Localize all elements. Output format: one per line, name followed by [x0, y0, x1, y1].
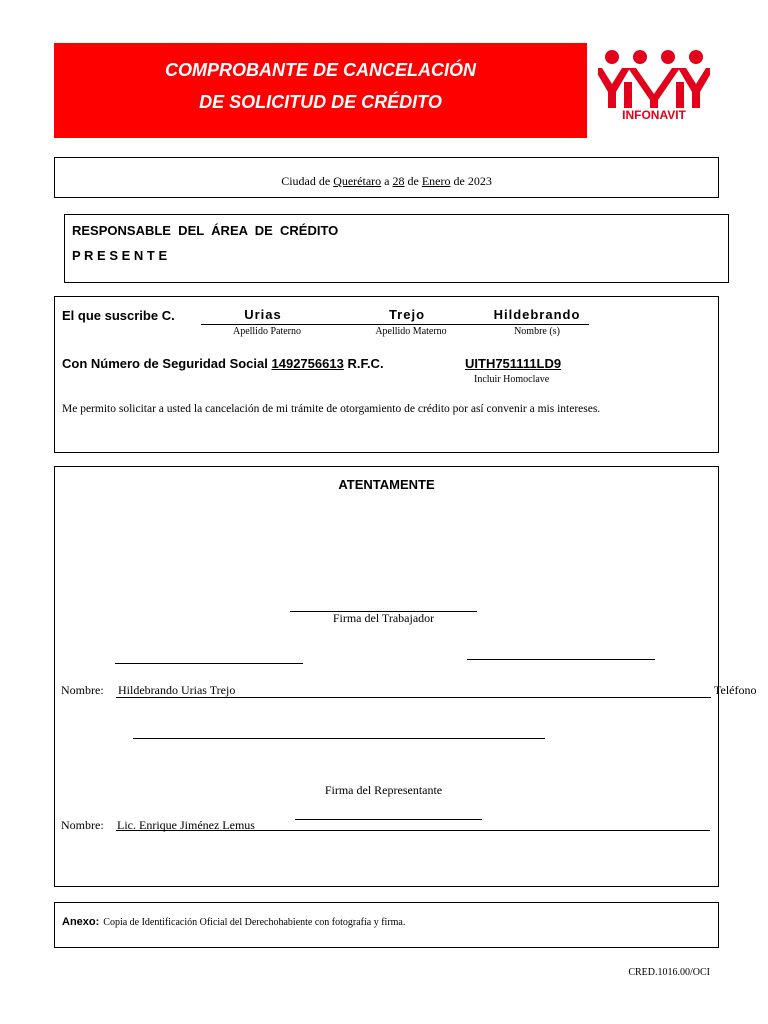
rep-name-value: Lic. Enrique Jiménez Lemus: [117, 818, 255, 832]
addressee-box: [64, 214, 729, 283]
blank-line-right: [467, 659, 655, 660]
header-banner: [54, 43, 587, 138]
logo-text: INFONAVIT: [622, 108, 686, 122]
applicant-intro: El que suscribe C.: [62, 308, 175, 323]
date-line: [55, 174, 718, 189]
applicant-box: [54, 296, 719, 453]
worker-signature-label: Firma del Trabajador: [332, 611, 435, 625]
date-day: 28: [392, 174, 405, 188]
nss-label: Con Número de Seguridad Social: [62, 356, 268, 371]
rep-name-underline: [116, 830, 710, 831]
annex-box: [54, 902, 719, 948]
blank-line-left: [115, 663, 303, 664]
worker-name-value: Hildebrando Urias Trejo: [118, 683, 236, 697]
name-underline: [201, 324, 589, 325]
addressee-line-1: RESPONSABLE DEL ÁREA DE CRÉDITO: [72, 223, 339, 238]
rep-name-label: Nombre:: [61, 818, 104, 832]
infonavit-logo-icon: [598, 48, 710, 110]
date-prefix: Ciudad de: [281, 174, 331, 188]
title-line-1: COMPROBANTE DE CANCELACIÓN: [164, 60, 476, 80]
worker-name-label: Nombre:: [61, 683, 104, 697]
label-nombre: Nombre (s): [514, 326, 560, 337]
request-text: Me permito solicitar a usted la cancelación de mi trámite de otorgamiento de crédito por así convenir a mis intereses.: [62, 403, 601, 415]
phone-label: Teléfono: [714, 683, 757, 697]
rep-signature-label: Firma del Representante: [324, 783, 443, 797]
date-month: Enero: [421, 174, 451, 188]
rfc-value: UITH751111LD9: [465, 356, 562, 371]
annex-line: [62, 912, 405, 930]
date-de-1: de: [407, 174, 419, 188]
date-city: Querétaro: [333, 174, 382, 188]
annex-text: Copia de Identificación Oficial del Derechohabiente con fotografía y firma.: [103, 917, 406, 928]
label-apellido-paterno: Apellido Paterno: [232, 326, 302, 337]
nss-line: [62, 356, 384, 371]
nss-value: 1492756613: [271, 356, 344, 371]
date-box: [54, 157, 719, 198]
label-apellido-materno: Apellido Materno: [375, 326, 447, 337]
apellido-paterno-value: Urias: [244, 307, 282, 322]
apellido-materno-value: Trejo: [388, 307, 426, 322]
worker-name-underline: [116, 697, 711, 698]
title-line-2: DE SOLICITUD DE CRÉDITO: [199, 92, 442, 112]
date-a: a: [384, 174, 390, 188]
rep-signature-line: [295, 819, 482, 820]
signatures-heading: ATENTAMENTE: [338, 477, 435, 492]
date-year: 2023: [467, 174, 492, 188]
form-code: CRED.1016.00/OCI: [628, 967, 710, 978]
infonavit-logo: [598, 48, 710, 128]
rfc-note: Incluir Homoclave: [474, 374, 550, 385]
date-de-2: de: [453, 174, 465, 188]
annex-label: Anexo:: [62, 916, 100, 928]
addressee-line-2: P R E S E N T E: [72, 248, 168, 263]
rfc-label: R.F.C.: [347, 356, 384, 371]
nombre-value: Hildebrando: [493, 307, 581, 322]
blank-line-middle: [133, 738, 545, 739]
